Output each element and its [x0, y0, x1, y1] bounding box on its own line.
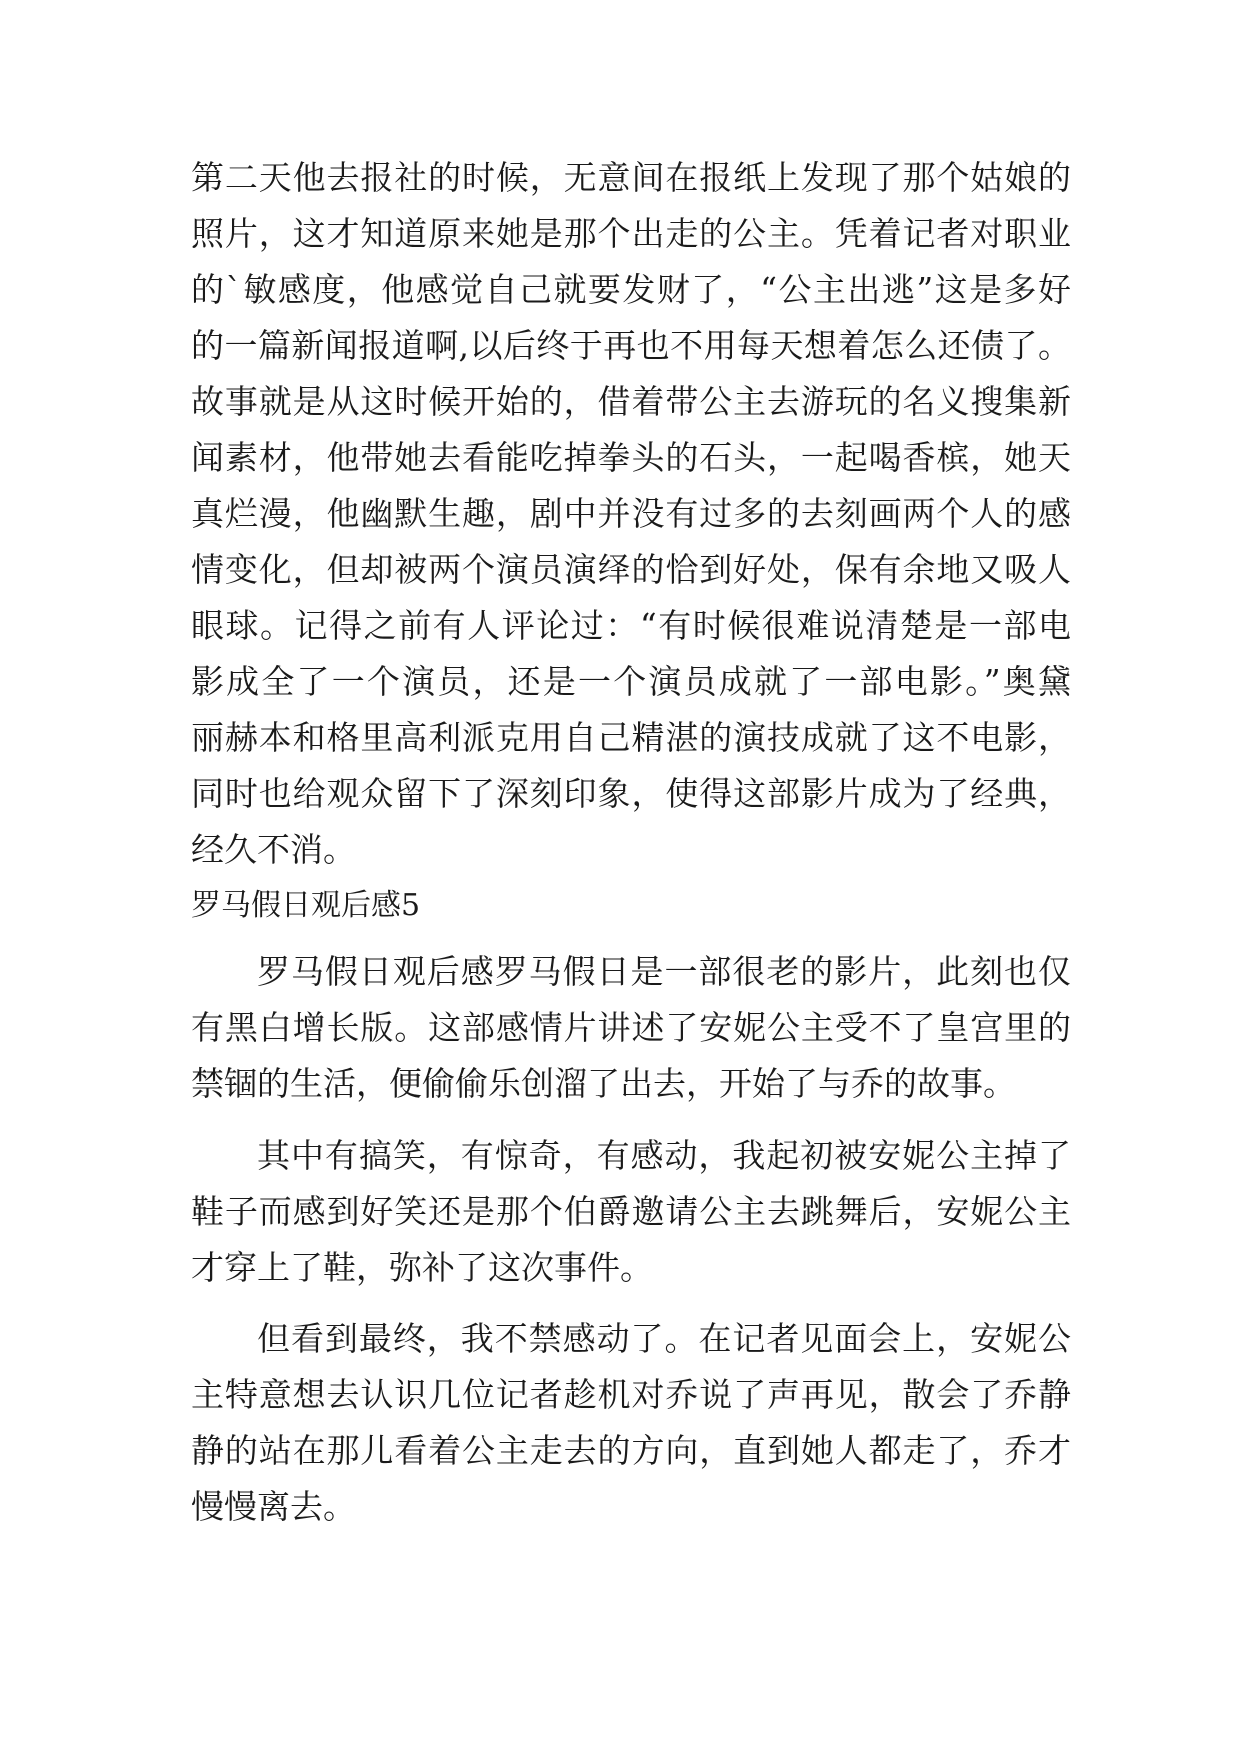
paragraph-line: 有黑白增长版。这部感情片讲述了安妮公主受不了皇宫里的 — [191, 1008, 1071, 1047]
paragraph-line: 影成全了一个演员，还是一个演员成就了一部电影。”奥黛 — [191, 662, 1071, 701]
paragraph-line: 第二天他去报社的时候，无意间在报纸上发现了那个姑娘的 — [191, 158, 1071, 197]
paragraph-line: 丽赫本和格里高利派克用自己精湛的演技成就了这不电影， — [191, 718, 1071, 757]
paragraph-2 — [191, 944, 1071, 1112]
paragraph-line: 照片，这才知道原来她是那个出走的公主。凭着记者对职业 — [191, 214, 1071, 253]
paragraph-line: 慢慢离去。 — [191, 1487, 356, 1526]
paragraph-line: 鞋子而感到好笑还是那个伯爵邀请公主去跳舞后，安妮公主 — [191, 1192, 1071, 1231]
paragraph-line: 但看到最终，我不禁感动了。在记者见面会上，安妮公 — [257, 1319, 1071, 1358]
section-heading-block — [191, 878, 1071, 934]
paragraph-line: 罗马假日观后感罗马假日是一部很老的影片，此刻也仅 — [257, 952, 1071, 991]
paragraph-line: 静的站在那儿看着公主走去的方向，直到她人都走了，乔才 — [191, 1431, 1071, 1470]
section-heading: 罗马假日观后感5 — [191, 888, 421, 923]
paragraph-line: 的`敏感度，他感觉自己就要发财了，“公主出逃”这是多好 — [191, 270, 1071, 309]
paragraph-line: 才穿上了鞋，弥补了这次事件。 — [191, 1248, 653, 1287]
paragraph-line: 闻素材，他带她去看能吃掉拳头的石头，一起喝香槟，她天 — [191, 438, 1071, 477]
paragraph-line: 同时也给观众留下了深刻印象，使得这部影片成为了经典， — [191, 774, 1071, 813]
paragraph-3 — [191, 1128, 1071, 1296]
paragraph-line: 其中有搞笑，有惊奇，有感动，我起初被安妮公主掉了 — [257, 1136, 1071, 1175]
paragraph-line: 真烂漫，他幽默生趣，剧中并没有过多的去刻画两个人的感 — [191, 494, 1071, 533]
paragraph-line: 经久不消。 — [191, 830, 356, 869]
paragraph-line: 禁锢的生活，便偷偷乐创溜了出去，开始了与乔的故事。 — [191, 1064, 1016, 1103]
paragraph-1 — [191, 150, 1071, 878]
paragraph-line: 情变化，但却被两个演员演绎的恰到好处，保有余地又吸人 — [191, 550, 1071, 589]
paragraph-line: 眼球。记得之前有人评论过：“有时候很难说清楚是一部电 — [191, 606, 1071, 645]
paragraph-4 — [191, 1311, 1071, 1535]
paragraph-line: 主特意想去认识几位记者趁机对乔说了声再见，散会了乔静 — [191, 1375, 1071, 1414]
paragraph-line: 故事就是从这时候开始的，借着带公主去游玩的名义搜集新 — [191, 382, 1071, 421]
paragraph-line: 的一篇新闻报道啊,以后终于再也不用每天想着怎么还债了。 — [191, 326, 1071, 365]
